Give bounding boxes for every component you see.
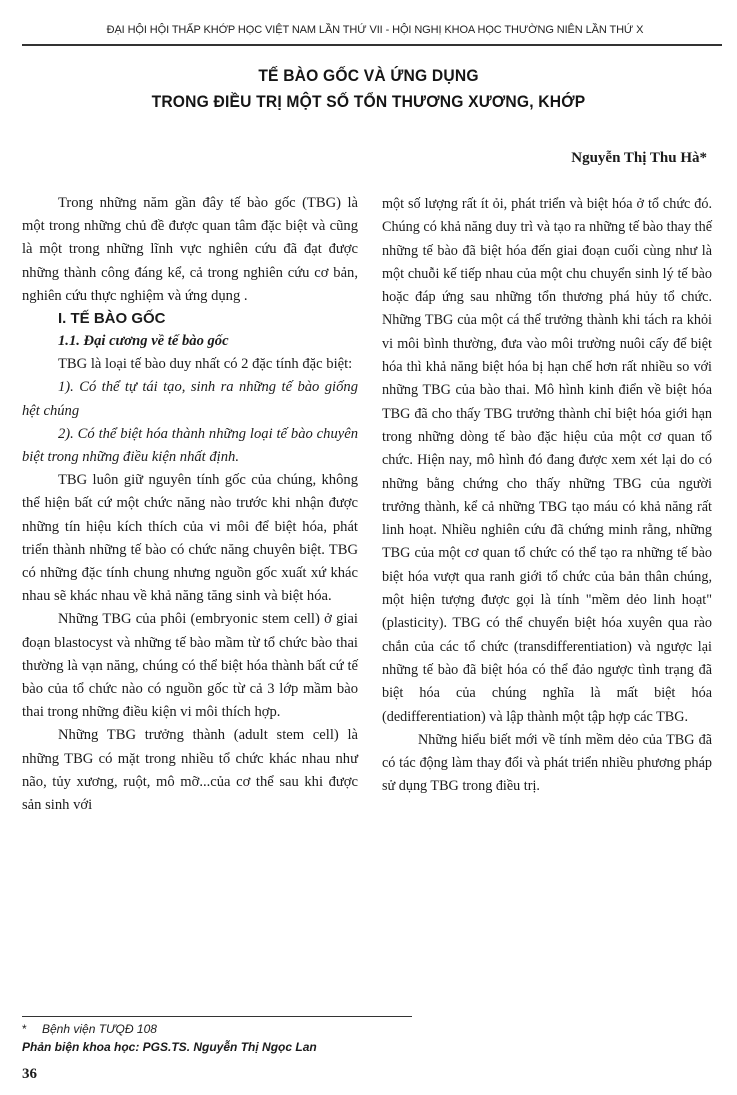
affiliation-text: Bệnh viện TƯQĐ 108 — [42, 1022, 157, 1036]
article-title-line-1: TẾ BÀO GỐC VÀ ỨNG DỤNG — [258, 66, 479, 85]
footnote-affiliation — [22, 1022, 157, 1036]
running-header: ĐẠI HỘI HỘI THẤP KHỚP HỌC VIỆT NAM LẦN THỨ VII - HỘI NGHỊ KHOA HỌC THƯỜNG NIÊN LẦN THỨ X — [106, 24, 644, 36]
property-item-2: 2). Có thể biệt hóa thành những loại tế bào chuyên biệt trong những điều kiện nhất định. — [22, 425, 358, 466]
header-rule — [22, 44, 722, 46]
left-column — [22, 192, 358, 817]
section-heading: I. TẾ BÀO GỐC — [58, 310, 166, 328]
footnote-reviewer: Phản biện khoa học: PGS.TS. Nguyễn Thị Ngọc Lan — [22, 1040, 317, 1054]
article-title-line-2: TRONG ĐIỀU TRỊ MỘT SỐ TỔN THƯƠNG XƯƠNG, KHỚP — [151, 92, 586, 111]
body-paragraph: Những hiểu biết mới về tính mềm dẻo của TBG đã có tác động làm thay đổi và phát triển nhiều phương pháp sử dụng TBG trong điều trị. — [382, 731, 712, 795]
body-paragraph: Những TBG trưởng thành (adult stem cell) là những TBG có mặt trong nhiều tổ chức khác nhau như não, tủy xương, ruột, mô mỡ...của cơ thể sau khi được sản sinh với — [22, 727, 358, 814]
property-item-1: 1). Có thể tự tái tạo, sinh ra những tế bào giống hệt chúng — [22, 379, 358, 419]
intro-paragraph: Trong những năm gần đây tế bào gốc (TBG) là một trong những chủ đề được quan tâm đặc biệt và cũng là một trong những lĩnh vực nghiên cứu đã đạt được những thành công đáng kể, cả trong nghiên cứu cơ bản, nghiên cứu thực nghiệm và ứng dụng . — [22, 195, 358, 304]
body-paragraph: Những TBG của phôi (embryonic stem cell) ở giai đoạn blastocyst và những tế bào mầm từ tổ chức bào thai thường là vạn năng, chúng có thể biệt hóa thành bất cứ tế bào của tổ chức nào có nguồn gốc từ cả 3 lớp mầm bào thai trong những điều kiện vi môi thích hợp. — [22, 611, 358, 721]
footnote-rule — [22, 1016, 412, 1017]
author-name: Nguyễn Thị Thu Hà* — [571, 150, 707, 166]
definition-paragraph: TBG là loại tế bào duy nhất có 2 đặc tính đặc biệt: — [58, 356, 353, 373]
body-paragraph: TBG luôn giữ nguyên tính gốc của chúng, không thể hiện bất cứ một chức năng nào trước khi nhận được những tín hiệu kích thích của vi môi để biệt hóa, phát triển thành những tế bào có chức năng chuyên biệt. TBG có những đặc tính chung nhưng nguồn gốc xuất xứ khác nhau sẽ khác nhau về khả năng tăng sinh và biệt hóa. — [22, 472, 358, 605]
right-column — [382, 193, 712, 799]
footnote-mark: * — [22, 1022, 27, 1036]
page-number: 36 — [22, 1066, 37, 1082]
subsection-heading: 1.1. Đại cương về tế bào gốc — [58, 333, 229, 350]
body-paragraph: một số lượng rất ít ỏi, phát triển và biệt hóa ở tổ chức đó. Chúng có khả năng duy trì và tạo ra những tế bào thay thế những tế bào đã biệt hóa đến giai đoạn cuối cùng như là một chuỗi kế tiếp nhau của một chu chuyển sinh lý tế bào hoặc đáp ứng sau những tổn thương phá hủy tổ chức. Những TBG của một cá thể trưởng thành khi tách ra khỏi vi môi bình thường, đưa vào môi trường nuôi cấy để biệt hóa thì khả năng biệt hóa bị hạn chế hơn rất nhiều so với những TBG của bào thai. Mô hình kinh điển về biệt hóa TBG đã cho thấy TBG trưởng thành chỉ biệt hóa giới hạn trong những dòng tế bào đặc hiệu của một cơ quan tổ chức. Hiện nay, mô hình đó đang được xem xét lại do có những bằng chứng cho thấy những TBG của người trưởng thành, kể cả những TBG tạo máu có khả năng rất linh hoạt. Nhiều nghiên cứu đã chứng minh rằng, những TBG của một cơ quan tổ chức có thể tạo ra những tế bào biệt hóa vượt qua ranh giới tổ chức của bản thân chúng, một hiện tượng được gọi là tính "mềm dẻo linh hoạt" (plasticity). TBG có thể chuyển biệt hóa xuyên qua rào chắn của các tổ chức (transdifferentiation) và ngược lại những tế bào đã biệt hóa có thể đảo ngược tình trạng đã biệt hóa của chúng nghĩa là mất biệt hóa (dedifferentiation) và lập thành một tập hợp các TBG. — [382, 196, 712, 725]
